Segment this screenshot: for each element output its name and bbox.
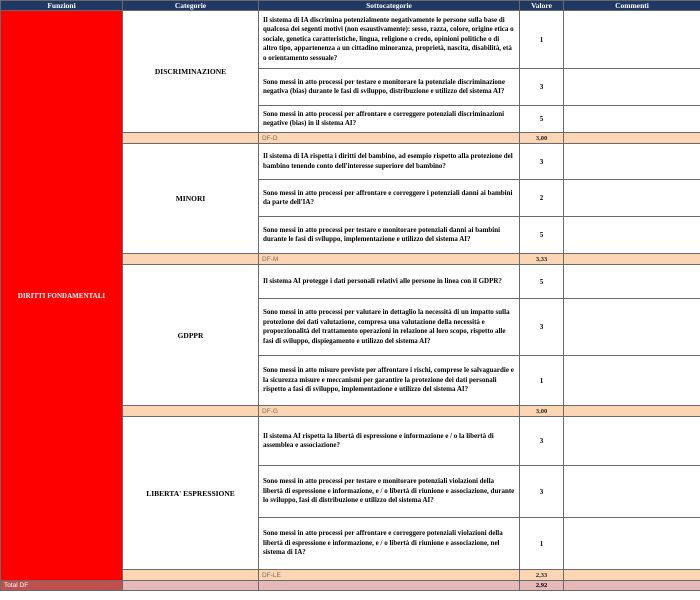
value-cell: 5 (520, 217, 564, 254)
summary-comment (564, 570, 700, 581)
subcategory-text: Sono messi in atto processi per affrontare e correggere i potenziali danni ai bambini da parte dell'IA? (259, 180, 520, 217)
comment-cell[interactable] (564, 417, 700, 466)
value-cell: 3 (520, 299, 564, 356)
value-cell: 5 (520, 265, 564, 299)
summary-spacer (123, 406, 259, 417)
value-cell: 2 (520, 180, 564, 217)
header-valore: Valore (520, 1, 564, 11)
value-cell: 5 (520, 106, 564, 133)
subcategory-text: Il sistema AI rispetta la libertà di espressione e informazione e / o la libertà di assemblea e associazione? (259, 417, 520, 466)
comment-cell[interactable] (564, 299, 700, 356)
summary-label: DF-M (259, 254, 520, 265)
total-spacer (259, 581, 520, 591)
summary-comment (564, 133, 700, 144)
summary-value: 2,33 (520, 570, 564, 581)
value-cell: 3 (520, 466, 564, 518)
subcategory-text: Sono messi in atto processi per valutare in dettaglio la necessità di un impatto sulla protezione dei dati valutazione, compresa una valutazione della necessità e proporzionalità del trattamento operazioni in relazione al loro scopo, rispetto alle fasi di sviluppo, dispiegamento e utilizzo del sistema AI? (259, 299, 520, 356)
summary-comment (564, 254, 700, 265)
subcategory-text: Sono messi in atto processi per testare e monitorare la potenziale discriminazione negativa (bias) durante le fasi di sviluppo, distribuzione e utilizzo del sistema AI? (259, 69, 520, 106)
subcategory-text: Sono messi in atto processi per testare e monitorare potenziali violazioni della libertà di espressione e informazione, e / o libertà di riunione e associazione, durante lo sviluppo, fasi di distribuzione e utilizzo del sistema AI? (259, 466, 520, 518)
summary-value: 3,00 (520, 133, 564, 144)
category-liberta-espressione: LIBERTA' ESPRESSIONE (123, 417, 259, 570)
summary-label: DF-D (259, 133, 520, 144)
comment-cell[interactable] (564, 11, 700, 69)
subcategory-text: Sono messi in atto processi per testare e monitorare potenziali danni ai bambini durante le fasi di sviluppo, implementazione e utilizzo del sistema AI? (259, 217, 520, 254)
value-cell: 3 (520, 69, 564, 106)
total-spacer (123, 581, 259, 591)
comment-cell[interactable] (564, 466, 700, 518)
summary-value: 3,00 (520, 406, 564, 417)
subcategory-text: Sono messi in atto misure previste per affrontare i rischi, comprese le salvaguardie e la sicurezza misure e meccanismi per garantire la protezione dei dati personali rispetto a fasi di sviluppo, implementazione e utilizzo del sistema AI? (259, 356, 520, 406)
subcategory-text: Il sistema di IA rispetta i diritti del bambino, ad esempio rispetto alla protezione del bambino tenendo conto dell'interesse superiore del bambino? (259, 144, 520, 180)
summary-spacer (123, 254, 259, 265)
total-row (1, 581, 700, 591)
comment-cell[interactable] (564, 106, 700, 133)
comment-cell[interactable] (564, 518, 700, 570)
comment-cell[interactable] (564, 217, 700, 254)
summary-label: DF-LE (259, 570, 520, 581)
value-cell: 1 (520, 518, 564, 570)
value-cell: 1 (520, 11, 564, 69)
category-gdppr: GDPPR (123, 265, 259, 406)
subcategory-text: Il sistema AI protegge i dati personali relativi alle persone in linea con il GDPR? (259, 265, 520, 299)
total-comment (564, 581, 700, 591)
category-discriminazione: DISCRIMINAZIONE (123, 11, 259, 133)
value-cell: 1 (520, 356, 564, 406)
comment-cell[interactable] (564, 356, 700, 406)
subcategory-text: Il sistema di IA discrimina potenzialmente negativamente le persone sulla base di qualcosa dei segenti motivi (non esaustivamente): sesso, razza, colore, origine etica o sociale, genetica caratteristiche, lingua, religione o credo, opinioni politiche o di altro tipo, appartenenza a un cittadino minoranza, proprietà, nascita, disabilità, età o orientamento sessuale? (259, 11, 520, 69)
comment-cell[interactable] (564, 144, 700, 180)
value-cell: 3 (520, 144, 564, 180)
total-value: 2,92 (520, 581, 564, 591)
comment-cell[interactable] (564, 69, 700, 106)
subcategory-text: Sono messi in atto processi per affrontare e correggere potenziali violazioni della libertà di espressione e informazione, e / o libertà di riunione e associazione, nel sistema di IA? (259, 518, 520, 570)
header-commenti: Commenti (564, 1, 700, 11)
summary-spacer (123, 133, 259, 144)
funzione-cell: DIRITTI FONDAMENTALI (1, 11, 123, 581)
comment-cell[interactable] (564, 265, 700, 299)
subcategory-text: Sono messi in atto processi per affrontare e correggere potenziali discriminazioni negative (bias) in il sistema AI? (259, 106, 520, 133)
summary-value: 3,33 (520, 254, 564, 265)
table-row (1, 11, 700, 69)
summary-spacer (123, 570, 259, 581)
comment-cell[interactable] (564, 180, 700, 217)
header-row (1, 1, 700, 11)
summary-comment (564, 406, 700, 417)
total-label: Total DF (1, 581, 123, 591)
category-minori: MINORI (123, 144, 259, 254)
header-categorie: Categorie (123, 1, 259, 11)
summary-label: DF-G (259, 406, 520, 417)
header-sottocategorie: Sottocategorie (259, 1, 520, 11)
header-funzioni: Funzioni (1, 1, 123, 11)
value-cell: 3 (520, 417, 564, 466)
